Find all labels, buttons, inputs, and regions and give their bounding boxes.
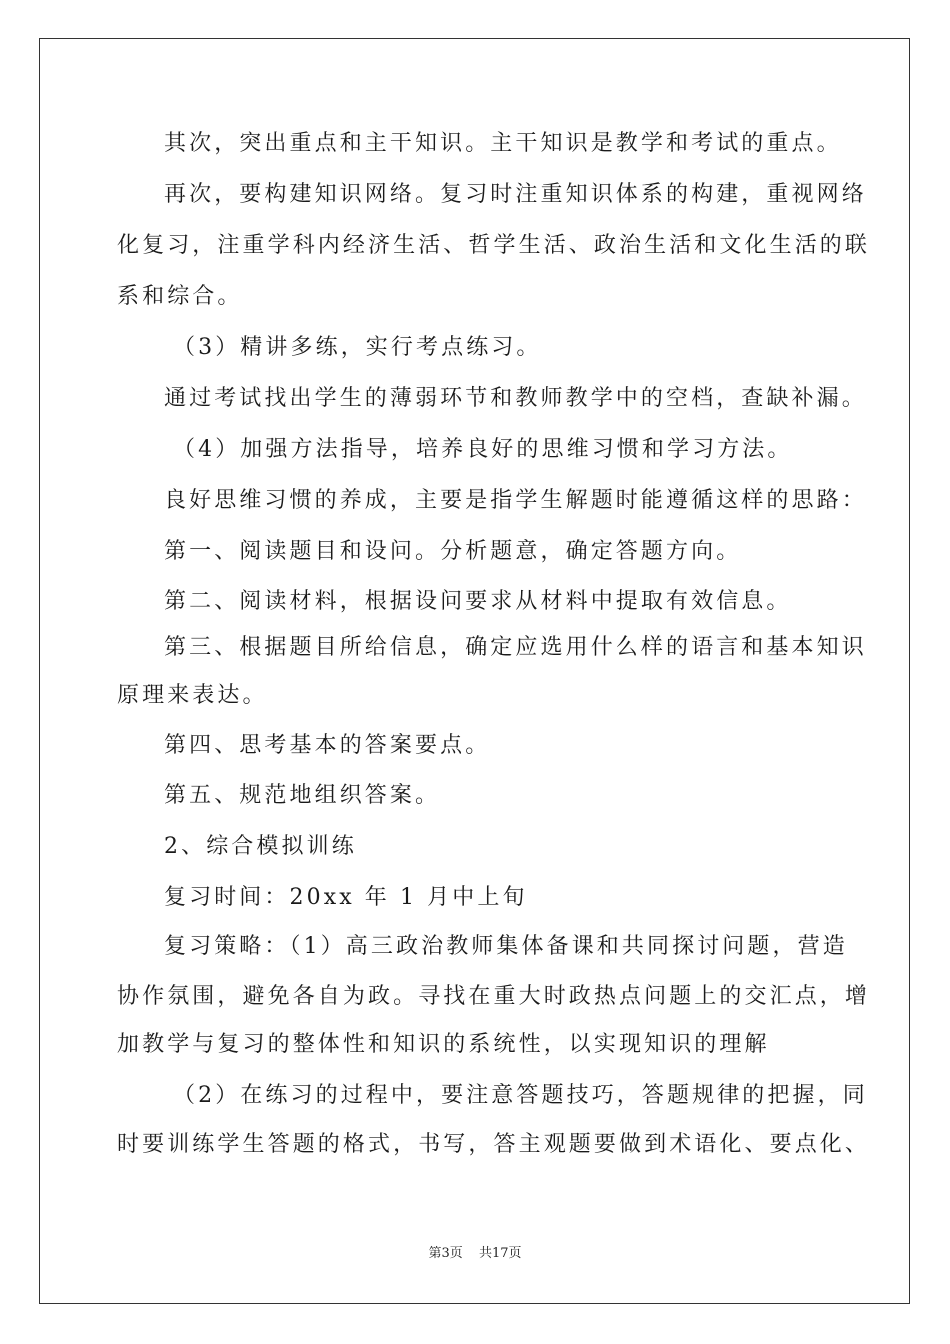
text-line: 复习策略：（1）高三政治教师集体备课和共同探讨问题，营造 — [164, 934, 848, 959]
text-line: 第五、规范地组织答案。 — [164, 783, 441, 808]
text-line: 第三、根据题目所给信息，确定应选用什么样的语言和基本知识 — [164, 635, 867, 660]
text-line: 良好思维习惯的养成，主要是指学生解题时能遵循这样的思路： — [164, 488, 867, 513]
text-line: 再次，要构建知识网络。复习时注重知识体系的构建，重视网络 — [164, 182, 867, 207]
text-line: 其次，突出重点和主干知识。主干知识是教学和考试的重点。 — [164, 131, 842, 156]
text-line: 复习时间：20xx 年 1 月中上旬 — [164, 885, 528, 910]
text-line: （4）加强方法指导，培养良好的思维习惯和学习方法。 — [173, 437, 793, 462]
text-line: 时要训练学生答题的格式，书写，答主观题要做到术语化、要点化、 — [117, 1132, 871, 1157]
text-line: （2）在练习的过程中，要注意答题技巧，答题规律的把握，同 — [173, 1083, 868, 1108]
page-number-total: 共17页 — [478, 1246, 522, 1261]
text-line: 通过考试找出学生的薄弱环节和教师教学中的空档，查缺补漏。 — [164, 386, 867, 411]
text-line: 第二、阅读材料，根据设问要求从材料中提取有效信息。 — [164, 589, 792, 614]
text-line: 原理来表达。 — [117, 683, 268, 708]
text-line: 第一、阅读题目和设问。分析题意，确定答题方向。 — [164, 539, 742, 564]
text-line: 系和综合。 — [117, 284, 243, 309]
page-footer — [0, 1245, 950, 1263]
text-line: 2、综合模拟训练 — [164, 834, 357, 859]
text-line: 加教学与复习的整体性和知识的系统性，以实现知识的理解 — [117, 1032, 770, 1057]
text-line: 化复习，注重学科内经济生活、哲学生活、政治生活和文化生活的联 — [117, 233, 871, 258]
page-border — [39, 38, 910, 1304]
page-number-current: 第3页 — [428, 1246, 463, 1261]
text-line: （3）精讲多练，实行考点练习。 — [173, 335, 542, 360]
text-line: 第四、思考基本的答案要点。 — [164, 733, 491, 758]
text-line: 协作氛围，避免各自为政。寻找在重大时政热点问题上的交汇点，增 — [117, 984, 871, 1009]
